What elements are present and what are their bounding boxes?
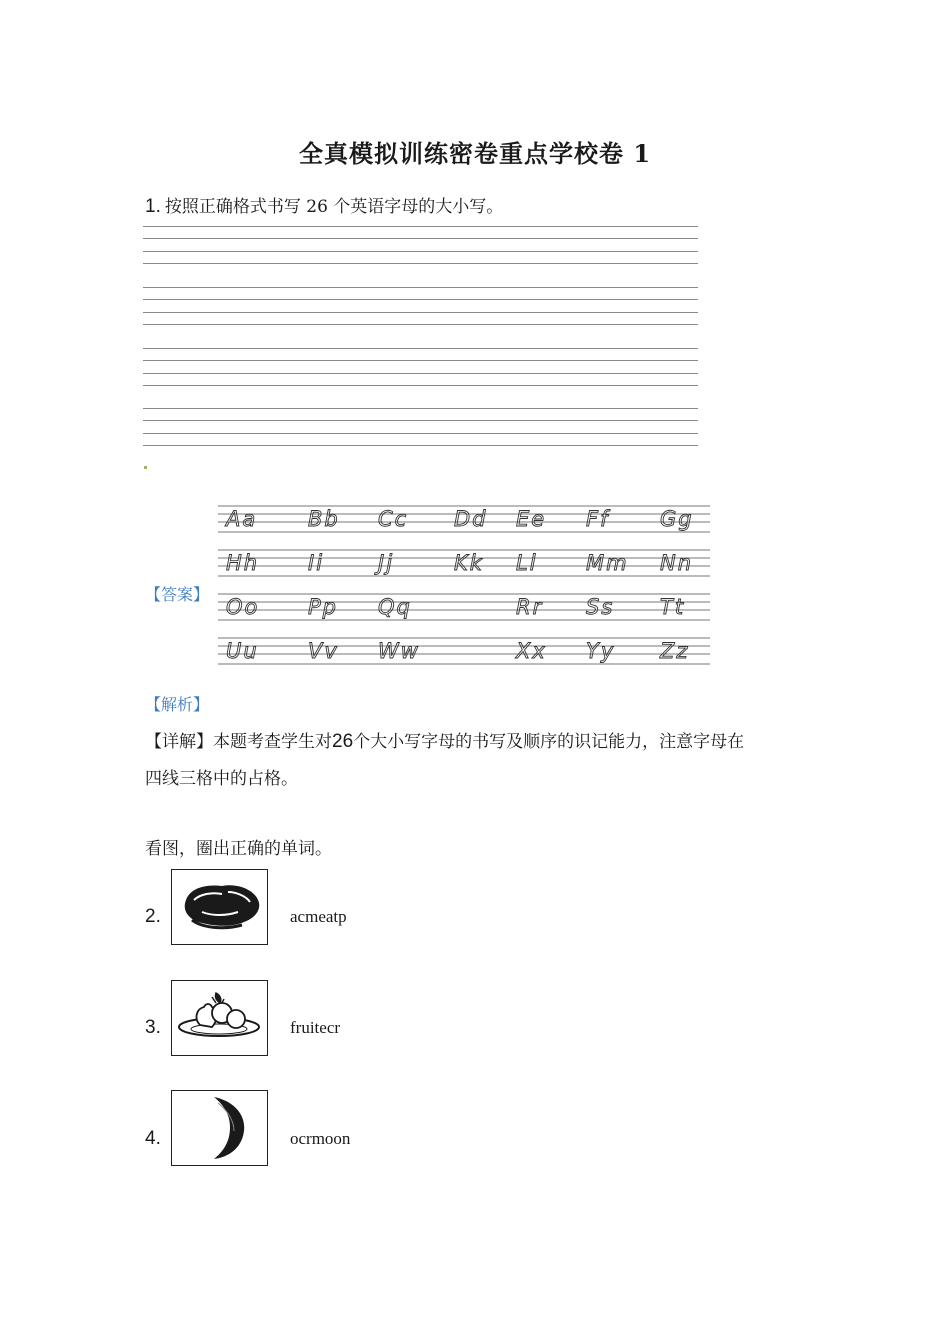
handwritten-letter-pair: Ii <box>308 551 325 575</box>
handwritten-letter-pair: Ss <box>586 595 615 619</box>
detail-text-post: 个大小写字母的书写及顺序的识记能力，注意字母在 <box>353 732 745 752</box>
moon-icon <box>172 1091 266 1164</box>
detail-text-pre: 本题考查学生对 <box>213 732 332 752</box>
handwritten-letter-pair: Ee <box>516 507 547 531</box>
handwritten-letter-pair: Ww <box>378 639 420 663</box>
alphabet-row-1 <box>224 507 694 531</box>
question-1 <box>145 192 503 218</box>
question-4-number: 4. <box>145 1128 161 1149</box>
marker-dot <box>144 466 147 469</box>
letter-string[interactable]: ocrmoon <box>290 1129 351 1148</box>
handwritten-letter-pair: Pp <box>308 595 338 619</box>
question-text: 按照正确格式书写 26 个英语字母的大小写。 <box>164 197 504 217</box>
picture-frame <box>171 980 268 1056</box>
handwritten-letter-pair: Vv <box>308 639 339 663</box>
question-number: 1. <box>145 196 161 217</box>
detail-tag: 【详解】 <box>145 732 213 752</box>
handwritten-letter-pair: Nn <box>660 551 694 575</box>
page-title: 全真模拟训练密卷重点学校卷 1 <box>298 139 652 168</box>
handwritten-letter-pair: Tt <box>660 595 686 619</box>
handwritten-letter-pair: Uu <box>226 639 259 663</box>
letter-string[interactable]: fruitecr <box>290 1018 341 1037</box>
handwritten-letter-pair: Zz <box>660 639 690 663</box>
picture-frame <box>171 1090 268 1166</box>
analysis-label: 【解析】 <box>145 695 210 714</box>
analysis-detail-line2: 四线三格中的占格。 <box>145 769 298 789</box>
handwritten-letter-pair: Dd <box>454 507 488 531</box>
detail-number: 26 <box>332 731 354 752</box>
handwritten-letter-pair: Xx <box>516 639 547 663</box>
handwritten-letter-pair: Bb <box>308 507 340 531</box>
picture-frame <box>171 869 268 945</box>
letter-string[interactable]: acmeatp <box>290 907 347 926</box>
handwritten-letter-pair: Ff <box>586 507 610 531</box>
handwritten-letter-pair: Rr <box>516 595 544 619</box>
handwritten-letter-pair: Hh <box>226 551 260 575</box>
alphabet-row-3 <box>226 595 685 619</box>
question-2-number: 2. <box>145 906 161 927</box>
handwritten-letter-pair: Jj <box>378 551 395 575</box>
answer-label: 【答案】 <box>145 585 210 604</box>
handwritten-letter-pair: Ll <box>516 551 538 575</box>
analysis-detail <box>145 727 744 753</box>
handwritten-alphabet-image <box>216 498 712 670</box>
handwritten-letter-pair: Oo <box>226 595 260 619</box>
meat-icon <box>172 870 266 943</box>
instruction-text: 看图，圈出正确的单词。 <box>145 839 332 859</box>
handwritten-letter-pair: Qq <box>378 595 412 619</box>
handwritten-letter-pair: Yy <box>586 639 616 663</box>
handwritten-letter-pair: Mm <box>586 551 629 575</box>
handwritten-letter-pair: Gg <box>660 507 694 531</box>
handwritten-letter-pair: Cc <box>378 507 409 531</box>
handwritten-letter-pair: Kk <box>454 551 484 575</box>
alphabet-row-4 <box>226 639 689 663</box>
question-3-number: 3. <box>145 1017 161 1038</box>
alphabet-row-2 <box>226 551 693 575</box>
handwritten-letter-pair: Aa <box>226 507 258 531</box>
fruit-plate-icon <box>172 981 266 1054</box>
